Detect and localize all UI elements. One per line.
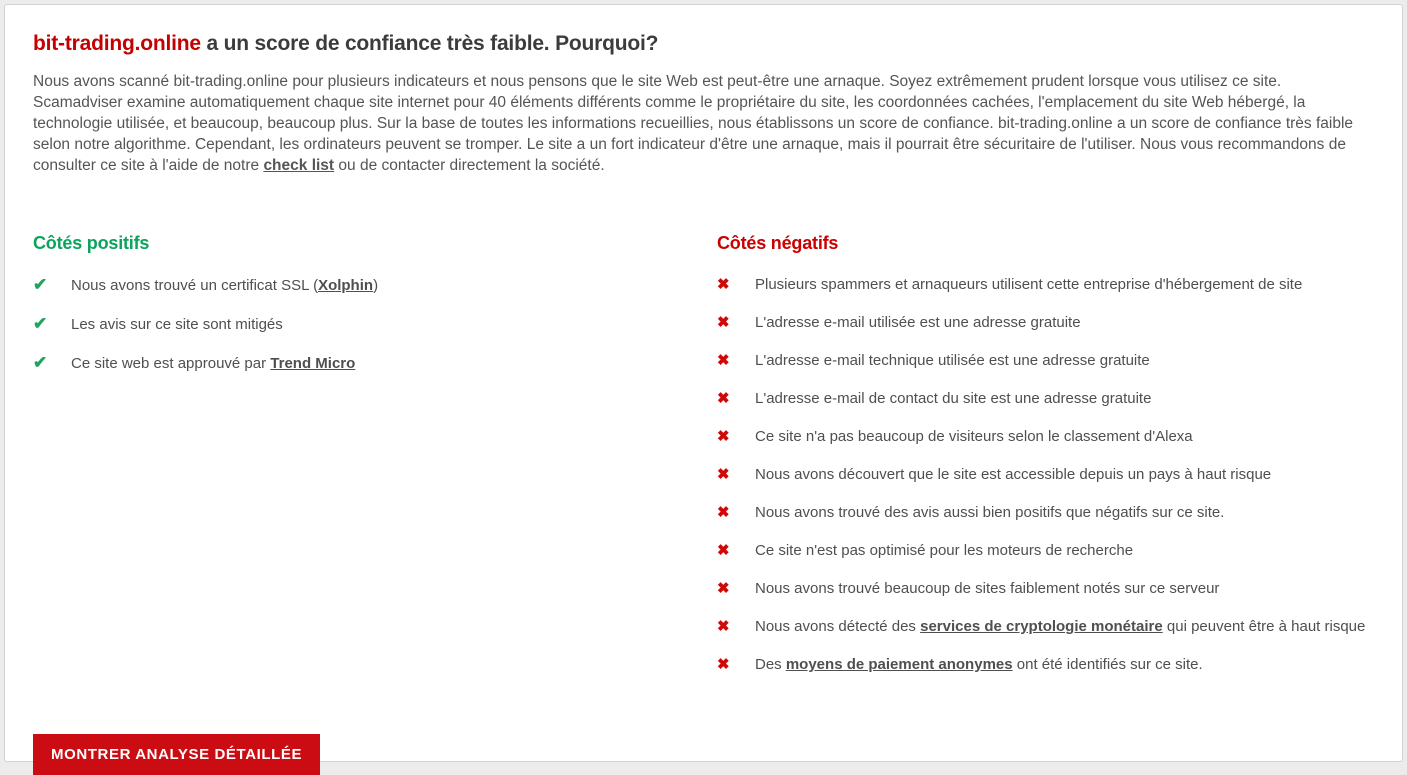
negative-item-text: [755, 277, 1302, 293]
negative-item: [717, 619, 1374, 635]
negative-item-text: [755, 315, 1081, 331]
item-text-segment: Nous avons trouvé beaucoup de sites faiblement notés sur ce serveur: [755, 580, 1219, 597]
positive-item-text: [71, 356, 355, 372]
negative-item: [717, 467, 1374, 483]
xolphin-link[interactable]: Xolphin: [318, 277, 373, 294]
intro-text-before: Nous avons scanné bit-trading.online pour plusieurs indicateurs et nous pensons que le site Web est peut-être une arnaque. Soyez extrêmement prudent lorsque vous utilisez ce site. Scamadviser examine automatiquement chaque site internet pour 40 éléments différents comme le propriétaire du site, les coordonnées cachées, l'emplacement du site Web hébergé, la technologie utilisée, et beaucoup, beaucoup plus. Sur la base de toutes les informations recueillies, nous établissons un score de confiance. bit-trading.online a un score de confiance très faible selon notre algorithme. Cependant, les ordinateurs peuvent se tromper. Le site a un fort indicateur d'être une arnaque, mais il pourrait être sécuritaire de l'utiliser. Nous vous recommandons de consulter ce site à l'aide de notre: [33, 73, 1353, 174]
trend-micro-link[interactable]: Trend Micro: [270, 355, 355, 372]
negative-item-text: [755, 391, 1151, 407]
negatives-heading: Côtés négatifs: [717, 233, 1374, 254]
negative-item-text: [755, 353, 1150, 369]
item-text-segment: Les avis sur ce site sont mitigés: [71, 316, 283, 333]
check-list-link[interactable]: check list: [263, 157, 334, 174]
negative-item-text: [755, 543, 1133, 559]
cross-icon: ✖: [717, 467, 755, 483]
item-text-segment: ont été identifiés sur ce site.: [1013, 656, 1203, 673]
item-text-segment: L'adresse e-mail technique utilisée est une adresse gratuite: [755, 352, 1150, 369]
negative-item: [717, 391, 1374, 407]
item-text-segment: L'adresse e-mail de contact du site est une adresse gratuite: [755, 390, 1151, 407]
negative-item: [717, 543, 1374, 559]
check-icon: ✔: [33, 316, 71, 332]
item-text-segment: L'adresse e-mail utilisée est une adresse gratuite: [755, 314, 1081, 331]
trust-report-card: [4, 4, 1403, 762]
show-detailed-analysis-button[interactable]: MONTRER ANALYSE DÉTAILLÉE: [33, 734, 320, 775]
item-text-segment: Ce site n'a pas beaucoup de visiteurs selon le classement d'Alexa: [755, 428, 1193, 445]
positive-item: [33, 316, 717, 333]
negative-item-text: [755, 581, 1219, 597]
check-icon: ✔: [33, 277, 71, 293]
negative-item-text: [755, 619, 1365, 635]
cross-icon: ✖: [717, 657, 755, 673]
intro-text-after: ou de contacter directement la société.: [334, 157, 605, 174]
item-text-segment: Nous avons détecté des: [755, 618, 920, 635]
page-title: [33, 32, 1374, 56]
item-text-segment: Ce site web est approuvé par: [71, 355, 270, 372]
cross-icon: ✖: [717, 505, 755, 521]
negative-item-text: [755, 505, 1224, 521]
check-icon: ✔: [33, 355, 71, 371]
item-text-segment: Ce site n'est pas optimisé pour les moteurs de recherche: [755, 542, 1133, 559]
positive-item: [33, 355, 717, 372]
item-text-segment: ): [373, 277, 378, 294]
positives-heading: Côtés positifs: [33, 233, 717, 254]
anonymous-payments-link[interactable]: moyens de paiement anonymes: [786, 656, 1013, 673]
negative-item-text: [755, 467, 1271, 483]
item-text-segment: Des: [755, 656, 786, 673]
crypto-services-link[interactable]: services de cryptologie monétaire: [920, 618, 1163, 635]
item-text-segment: Nous avons trouvé un certificat SSL (: [71, 277, 318, 294]
item-text-segment: Plusieurs spammers et arnaqueurs utilisent cette entreprise d'hébergement de site: [755, 276, 1302, 293]
positives-column: [33, 233, 717, 695]
cross-icon: ✖: [717, 315, 755, 331]
negatives-column: [717, 233, 1374, 695]
item-text-segment: qui peuvent être à haut risque: [1163, 618, 1366, 635]
site-name: bit-trading.online: [33, 32, 201, 55]
cross-icon: ✖: [717, 391, 755, 407]
negative-item: [717, 353, 1374, 369]
negative-item: [717, 277, 1374, 293]
positive-item: [33, 277, 717, 294]
negative-item-text: [755, 657, 1203, 673]
intro-paragraph: [33, 71, 1374, 176]
positive-item-text: [71, 317, 283, 333]
negative-item: [717, 429, 1374, 445]
cross-icon: ✖: [717, 429, 755, 445]
positives-list: [33, 277, 717, 372]
negative-item: [717, 657, 1374, 673]
negative-item: [717, 581, 1374, 597]
negatives-list: [717, 277, 1374, 673]
cross-icon: ✖: [717, 619, 755, 635]
page-title-text: a un score de confiance très faible. Pourquoi?: [201, 32, 658, 55]
negative-item: [717, 315, 1374, 331]
positive-item-text: [71, 278, 378, 294]
cross-icon: ✖: [717, 353, 755, 369]
negative-item-text: [755, 429, 1193, 445]
pros-cons-columns: [33, 233, 1374, 695]
cross-icon: ✖: [717, 581, 755, 597]
cross-icon: ✖: [717, 277, 755, 293]
cross-icon: ✖: [717, 543, 755, 559]
item-text-segment: Nous avons trouvé des avis aussi bien positifs que négatifs sur ce site.: [755, 504, 1224, 521]
negative-item: [717, 505, 1374, 521]
item-text-segment: Nous avons découvert que le site est accessible depuis un pays à haut risque: [755, 466, 1271, 483]
